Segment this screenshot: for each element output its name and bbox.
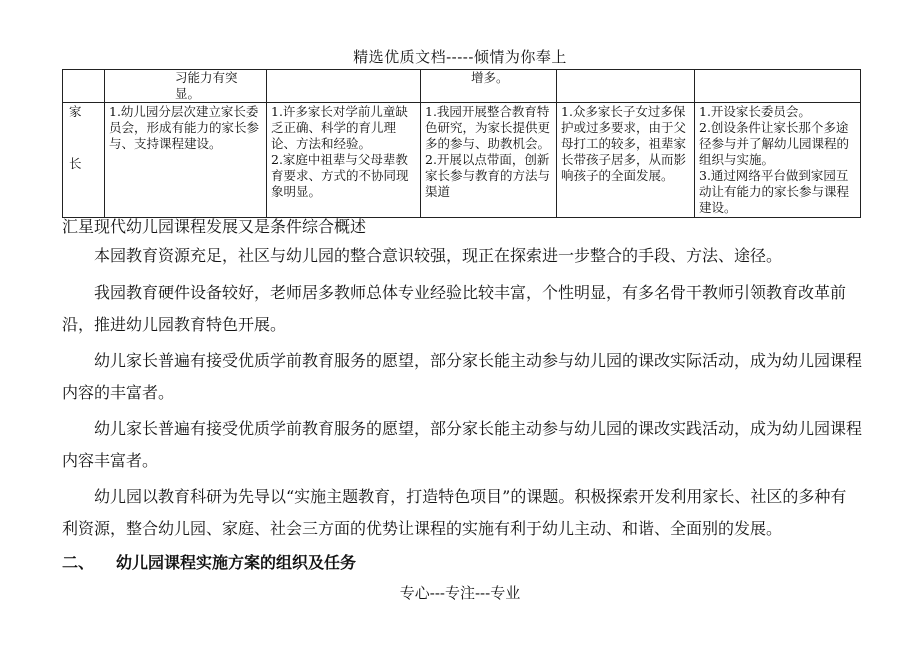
- table-cell: 1.众多家长子女过多保护或过多要求，由于父母打工的较多，祖辈家长带孩子居多，从而影响孩子的全面发展。: [557, 103, 695, 218]
- section-number: 二、: [62, 553, 95, 572]
- paragraph: [62, 345, 862, 409]
- table-row: [63, 103, 861, 218]
- table-cell: 1.开设家长委员会。 2.创设条件让家长那个多途径参与并了解幼儿园课程的组织与实施。 3.通过网络平台做到家园互动让有能力的家长参与课程建设。: [695, 103, 861, 218]
- table-cell: 1.许多家长对学前儿童缺乏正确、科学的育儿理论、方法和经验。 2.家庭中祖辈与父母辈教育要求、方式的不协同现象明显。: [267, 103, 421, 218]
- table-row: [63, 70, 861, 103]
- table-cell: 增多。: [421, 70, 557, 103]
- table-cell: 1.幼儿园分层次建立家长委员会，形成有能力的家长参与、支持课程建设。: [105, 103, 267, 218]
- section-heading: [62, 550, 356, 573]
- section-heading-text: 幼儿园课程实施方案的组织及任务: [116, 553, 357, 572]
- table-cell: [557, 70, 695, 103]
- paragraph-text: 我园教育硬件设备较好，老师居多教师总体专业经验比较丰富，个性明显，有多名骨干教师引领教育改革前沿，推进幼儿园教育特色开展。: [62, 283, 847, 334]
- page-footer: 专心---专注---专业: [399, 584, 521, 602]
- row-label-parents: [63, 103, 105, 218]
- parent-resource-table: [62, 69, 861, 218]
- paragraph: [62, 277, 862, 341]
- paragraph: [62, 413, 862, 477]
- table-cell: 习能力有突显。: [105, 70, 267, 103]
- table-cell: 1.我园开展整合教育特色研究，为家长提供更多的参与、助教机会。 2.开展以点带面，创新家长参与教育的方法与渠道: [421, 103, 557, 218]
- paragraph-text: 本园教育资源充足，社区与幼儿园的整合意识较强，现正在探索进一步整合的手段、方法、途径。: [94, 246, 783, 265]
- table-cell: [267, 70, 421, 103]
- paragraph: [62, 240, 862, 272]
- paragraph-text: 幼儿园以教育科研为先导以“实施主题教育，打造特色项目”的课题。积极探索开发利用家长、社区的多种有利资源，整合幼儿园、家庭、社会三方面的优势让课程的实施有利于幼儿主动、和谐、全面别的发展。: [62, 487, 847, 538]
- paragraph-text: 幼儿家长普遍有接受优质学前教育服务的愿望，部分家长能主动参与幼儿园的课改实际活动，成为幼儿园课程内容的丰富者。: [62, 351, 863, 402]
- paragraph: [62, 481, 862, 545]
- table-cell: [695, 70, 861, 103]
- section-title: 汇星现代幼儿园课程发展又是条件综合概述: [62, 217, 367, 236]
- paragraph-text: 幼儿家长普遍有接受优质学前教育服务的愿望，部分家长能主动参与幼儿园的课改实践活动，成为幼儿园课程内容丰富者。: [62, 419, 863, 470]
- table-cell: [63, 70, 105, 103]
- row-label-char: 家: [69, 104, 82, 119]
- row-label-char: 长: [69, 156, 82, 171]
- page-header: 精选优质文档-----倾情为你奉上: [353, 48, 567, 66]
